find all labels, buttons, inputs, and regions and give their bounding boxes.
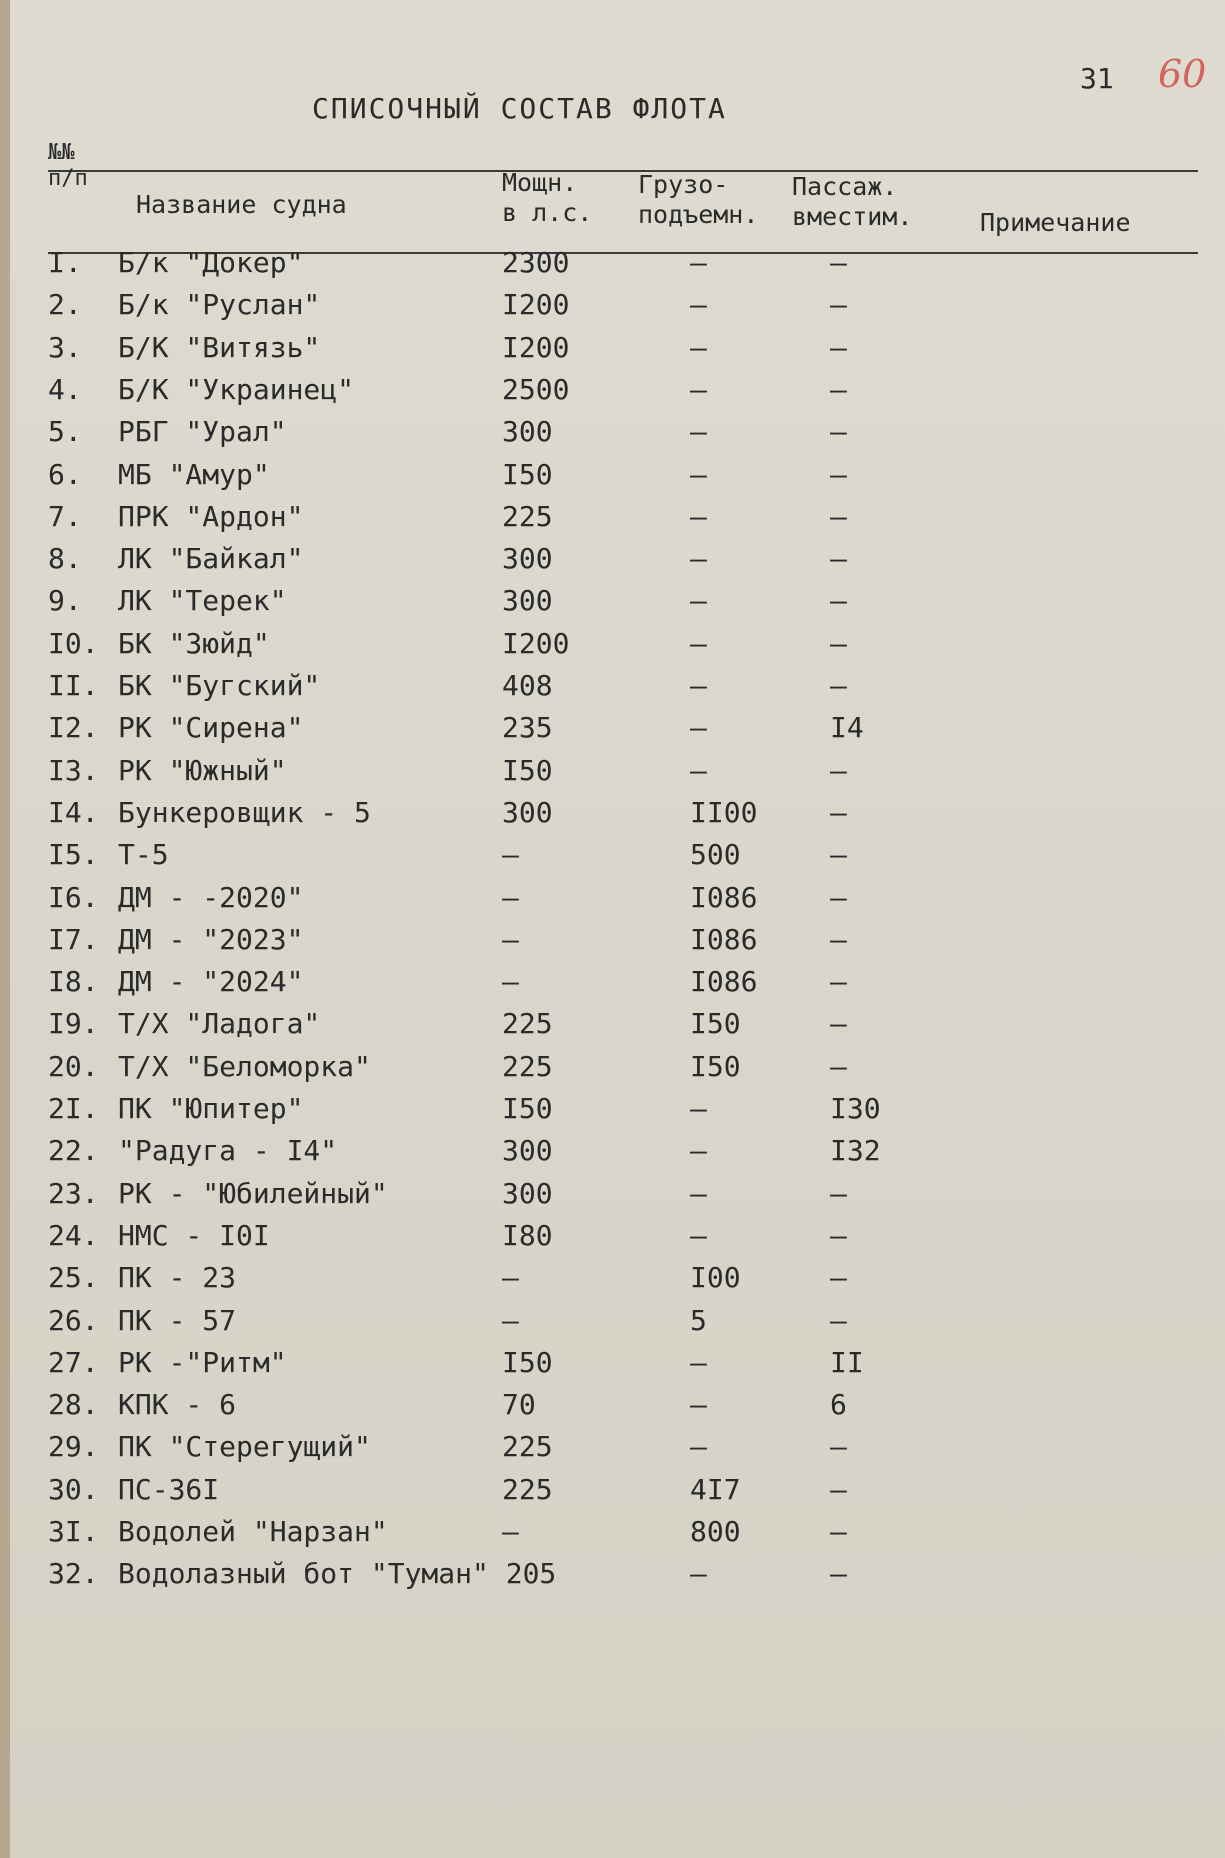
power-hp: 70: [502, 1388, 536, 1422]
vessel-name: ПК "Юпитер": [118, 1092, 304, 1125]
passenger-capacity: –: [830, 1557, 847, 1591]
row-number: 3I.: [48, 1515, 99, 1548]
row-number: 23.: [48, 1176, 99, 1210]
passenger-capacity: I4: [830, 711, 864, 745]
passenger-capacity: –: [830, 1049, 847, 1083]
passenger-capacity: I30: [830, 1092, 881, 1125]
power-hp: 2300: [502, 246, 570, 279]
vessel-name: РК "Южный": [118, 753, 287, 787]
row-number: I0.: [48, 626, 99, 660]
row-number: 32.: [48, 1557, 99, 1591]
power-hp: I50: [502, 457, 553, 491]
cargo-capacity: 5: [690, 1303, 707, 1337]
power-hp: –: [502, 880, 519, 914]
power-hp: –: [502, 965, 519, 999]
row-number: 28.: [48, 1388, 99, 1422]
passenger-capacity: –: [830, 330, 847, 364]
vessel-name: ПК - 57: [118, 1303, 237, 1337]
vessel-name: ДМ - "2023": [118, 922, 304, 956]
row-number: I8.: [48, 965, 99, 999]
vessel-name: Т/Х "Ладога": [118, 1007, 321, 1041]
passenger-capacity: –: [830, 1303, 847, 1337]
vessel-name: Т/Х "Беломорка": [118, 1049, 371, 1083]
passenger-capacity: –: [830, 965, 847, 999]
table-top-rule: [48, 170, 1198, 172]
passenger-capacity: –: [830, 457, 847, 491]
passenger-capacity: –: [830, 669, 847, 702]
header-power: Мощн. в л.с.: [502, 168, 593, 227]
row-number: 24.: [48, 1218, 99, 1252]
table-row: [0, 288, 1225, 330]
header-num: №№ п/п: [48, 140, 88, 191]
cargo-capacity: –: [690, 1430, 707, 1464]
row-number: 27.: [48, 1345, 99, 1379]
power-hp: 300: [502, 542, 553, 576]
cargo-capacity: –: [690, 415, 707, 449]
cargo-capacity: –: [690, 542, 707, 576]
power-hp: I80: [502, 1218, 553, 1252]
row-number: 20.: [48, 1049, 99, 1083]
cargo-capacity: –: [690, 499, 707, 533]
passenger-capacity: –: [830, 880, 847, 914]
row-number: 30.: [48, 1472, 99, 1506]
cargo-capacity: –: [690, 626, 707, 660]
row-number: I4.: [48, 795, 99, 829]
cargo-capacity: –: [690, 1388, 707, 1422]
passenger-capacity: –: [830, 1218, 847, 1252]
table-row: [0, 1050, 1225, 1092]
table-row: [0, 1430, 1225, 1472]
passenger-capacity: –: [830, 499, 847, 533]
row-number: 4.: [48, 372, 82, 406]
power-hp: –: [502, 922, 519, 956]
table-row: [0, 669, 1225, 711]
cargo-capacity: I00: [690, 1261, 741, 1295]
vessel-name: Б/к "Докер": [118, 246, 304, 279]
power-hp: I200: [502, 330, 570, 364]
power-hp: –: [502, 1515, 519, 1548]
table-row: [0, 1515, 1225, 1557]
row-number: 29.: [48, 1430, 99, 1464]
table-row: [0, 246, 1225, 288]
cargo-capacity: I086: [690, 880, 758, 914]
power-hp: 300: [502, 1134, 553, 1168]
vessel-name: ДМ - -2020": [118, 880, 304, 914]
passenger-capacity: –: [830, 1430, 847, 1464]
cargo-capacity: I50: [690, 1007, 741, 1041]
passenger-capacity: –: [830, 922, 847, 956]
table-row: [0, 331, 1225, 373]
vessel-name: ПС-36I: [118, 1472, 220, 1506]
passenger-capacity: I32: [830, 1134, 881, 1168]
row-number: 2.: [48, 288, 82, 322]
vessel-name: КПК - 6: [118, 1388, 237, 1422]
power-hp: 225: [502, 1430, 553, 1464]
passenger-capacity: –: [830, 288, 847, 322]
table-row: [0, 1092, 1225, 1134]
table-row: [0, 838, 1225, 880]
table-row: [0, 754, 1225, 796]
table-row: [0, 458, 1225, 500]
row-number: 7.: [48, 499, 82, 533]
vessel-name: РК -"Ритм": [118, 1345, 287, 1379]
table-row: [0, 1177, 1225, 1219]
power-hp: 300: [502, 795, 553, 829]
cargo-capacity: –: [690, 1092, 707, 1125]
passenger-capacity: 6: [830, 1388, 847, 1422]
passenger-capacity: –: [830, 246, 847, 279]
cargo-capacity: –: [690, 372, 707, 406]
power-hp: I50: [502, 1092, 553, 1125]
power-hp: 225: [502, 499, 553, 533]
cargo-capacity: –: [690, 1218, 707, 1252]
cargo-capacity: –: [690, 753, 707, 787]
cargo-capacity: –: [690, 711, 707, 745]
cargo-capacity: 800: [690, 1515, 741, 1548]
cargo-capacity: –: [690, 288, 707, 322]
passenger-capacity: –: [830, 795, 847, 829]
row-number: I.: [48, 246, 82, 279]
power-hp: –: [502, 1303, 519, 1337]
power-hp: I200: [502, 288, 570, 322]
vessel-name: ДМ - "2024": [118, 965, 304, 999]
vessel-name: Бункеровщик - 5: [118, 795, 371, 829]
vessel-name: ПК - 23: [118, 1261, 237, 1295]
header-cargo: Грузо- подъемн.: [638, 170, 759, 229]
vessel-name: ПРК "Ардон": [118, 499, 304, 533]
row-number: 6.: [48, 457, 82, 491]
passenger-capacity: –: [830, 626, 847, 660]
cargo-capacity: –: [690, 330, 707, 364]
row-number: I9.: [48, 1007, 99, 1041]
power-hp: I200: [502, 626, 570, 660]
passenger-capacity: II: [830, 1345, 864, 1379]
passenger-capacity: –: [830, 584, 847, 618]
row-number: I2.: [48, 711, 99, 745]
cargo-capacity: II00: [690, 795, 758, 829]
cargo-capacity: 500: [690, 838, 741, 872]
table-row: [0, 1304, 1225, 1346]
vessel-name: "Радуга - I4": [118, 1134, 338, 1168]
row-number: 26.: [48, 1303, 99, 1337]
cargo-capacity: –: [690, 1345, 707, 1379]
cargo-capacity: I50: [690, 1049, 741, 1083]
power-hp: 225: [502, 1049, 553, 1083]
vessel-name: РК - "Юбилейный": [118, 1176, 388, 1210]
vessel-name: ПК "Стерегущий": [118, 1430, 371, 1464]
vessel-name: Т-5: [118, 838, 169, 872]
vessel-name: МБ "Амур": [118, 457, 270, 491]
vessel-name: Водолей "Нарзан": [118, 1515, 388, 1548]
table-row: [0, 373, 1225, 415]
cargo-capacity: I086: [690, 922, 758, 956]
vessel-name: РБГ "Урал": [118, 415, 287, 449]
table-row: [0, 1261, 1225, 1303]
power-hp: I50: [502, 1345, 553, 1379]
table-row: [0, 415, 1225, 457]
power-hp: 225: [502, 1007, 553, 1041]
header-name: Название судна: [136, 190, 347, 219]
vessel-name: ЛК "Терек": [118, 584, 287, 618]
page-number: 31: [1080, 62, 1114, 95]
passenger-capacity: –: [830, 542, 847, 576]
cargo-capacity: –: [690, 1176, 707, 1210]
passenger-capacity: –: [830, 415, 847, 449]
table-row: [0, 1134, 1225, 1176]
table-row: [0, 584, 1225, 626]
cargo-capacity: –: [690, 1557, 707, 1591]
table-row: [0, 500, 1225, 542]
vessel-name: Б/к "Руслан": [118, 288, 321, 322]
archive-page-number: 60: [1158, 52, 1207, 96]
row-number: 9.: [48, 584, 82, 618]
cargo-capacity: –: [690, 669, 707, 702]
power-hp: 300: [502, 1176, 553, 1210]
header-pass: Пассаж. вместим.: [792, 172, 913, 231]
vessel-name: НМС - I0I: [118, 1218, 270, 1252]
header-note: Примечание: [980, 208, 1131, 237]
passenger-capacity: –: [830, 1472, 847, 1506]
passenger-capacity: –: [830, 372, 847, 406]
vessel-name: Водолазный бот "Туман" 205: [118, 1557, 557, 1591]
row-number: 5.: [48, 415, 82, 449]
page-title: СПИСОЧНЫЙ СОСТАВ ФЛОТА: [312, 92, 727, 125]
power-hp: –: [502, 838, 519, 872]
power-hp: 300: [502, 415, 553, 449]
table-row: [0, 923, 1225, 965]
passenger-capacity: –: [830, 1515, 847, 1548]
power-hp: 2500: [502, 372, 570, 406]
table-row: [0, 965, 1225, 1007]
cargo-capacity: I086: [690, 965, 758, 999]
row-number: I3.: [48, 753, 99, 787]
passenger-capacity: –: [830, 838, 847, 872]
table-row: [0, 1219, 1225, 1261]
table-row: [0, 1346, 1225, 1388]
cargo-capacity: 4I7: [690, 1472, 741, 1506]
power-hp: 408: [502, 669, 553, 702]
table-row: [0, 1473, 1225, 1515]
power-hp: 300: [502, 584, 553, 618]
passenger-capacity: –: [830, 1176, 847, 1210]
row-number: I7.: [48, 922, 99, 956]
row-number: I6.: [48, 880, 99, 914]
table-row: [0, 711, 1225, 753]
table-row: [0, 881, 1225, 923]
vessel-name: БК "Зюйд": [118, 626, 270, 660]
table-row: [0, 796, 1225, 838]
table-row: [0, 542, 1225, 584]
table-row: [0, 1007, 1225, 1049]
row-number: 3.: [48, 330, 82, 364]
power-hp: 225: [502, 1472, 553, 1506]
row-number: I5.: [48, 838, 99, 872]
vessel-name: ЛК "Байкал": [118, 542, 304, 576]
power-hp: 235: [502, 711, 553, 745]
power-hp: I50: [502, 753, 553, 787]
row-number: 22.: [48, 1134, 99, 1168]
cargo-capacity: –: [690, 1134, 707, 1168]
vessel-name: РК "Сирена": [118, 711, 304, 745]
table-row: [0, 627, 1225, 669]
row-number: II.: [48, 669, 99, 702]
vessel-name: Б/К "Витязь": [118, 330, 321, 364]
cargo-capacity: –: [690, 246, 707, 279]
passenger-capacity: –: [830, 1261, 847, 1295]
power-hp: –: [502, 1261, 519, 1295]
cargo-capacity: –: [690, 584, 707, 618]
table-row: [0, 1557, 1225, 1599]
passenger-capacity: –: [830, 753, 847, 787]
vessel-name: Б/К "Украинец": [118, 372, 355, 406]
vessel-name: БК "Бугский": [118, 669, 321, 702]
passenger-capacity: –: [830, 1007, 847, 1041]
row-number: 25.: [48, 1261, 99, 1295]
cargo-capacity: –: [690, 457, 707, 491]
row-number: 2I.: [48, 1092, 99, 1125]
row-number: 8.: [48, 542, 82, 576]
table-row: [0, 1388, 1225, 1430]
